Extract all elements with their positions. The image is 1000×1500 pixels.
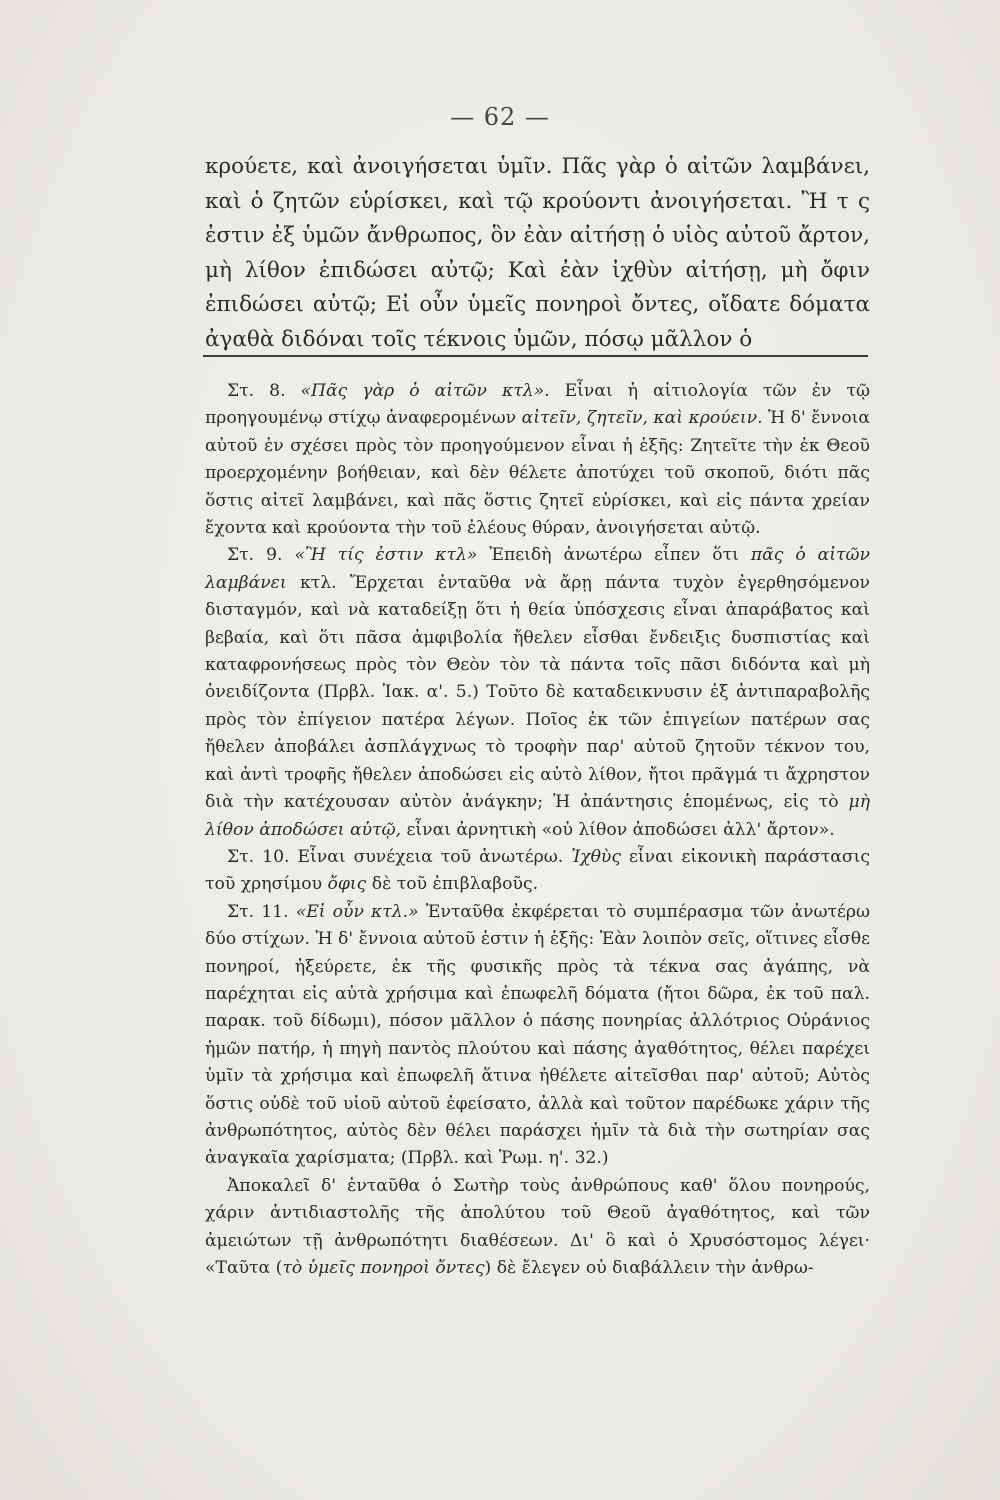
note-verse-8 xyxy=(205,378,870,542)
page-number: — 62 — xyxy=(450,103,550,131)
commentary xyxy=(205,378,870,1282)
note-text: Εἶναι συνέχεια τοῦ ἀνωτέρω. xyxy=(297,846,564,867)
note-text: εἶναι εἰκονικὴ παράστασις τοῦ χρησίμου xyxy=(205,846,870,895)
verse-quote: Ἰχθὺς xyxy=(571,846,621,867)
verse-quote: τὸ ὑμεῖς πονηροὶ ὄντες xyxy=(282,1258,485,1278)
note-final-paragraph xyxy=(205,1173,870,1283)
note-verse-11 xyxy=(205,899,870,1173)
verse-quote: αἰτεῖν, ζητεῖν, καὶ κρούειν. xyxy=(521,408,763,429)
note-text: ) δὲ ἔλεγεν οὐ διαβάλλειν τὴν ἀνθρω- xyxy=(484,1258,814,1278)
scripture-text xyxy=(205,150,870,358)
verse-quote: ὄφις xyxy=(327,874,367,895)
note-text: Ἐπειδὴ ἀνωτέρω εἶπεν ὅτι xyxy=(489,545,739,566)
note-text: Ἡ δ' ἔννοια αὐτοῦ ἐν σχέσει πρὸς τὸν προηγούμενον εἶναι ἡ ἑξῆς: Ζητεῖτε τὴν ἐκ Θεοῦ προερχομένην βοήθειαν, καὶ δὲν θέλετε ἀποτύχει τοῦ σκοποῦ, διότι πᾶς ὅστις αἰτεῖ λαμβάνει, καὶ πᾶς ὅστις ζητεῖ εὑρίσκει, καὶ εἰς πάντα χρείαν ἔχοντα καὶ κρούοντα τὴν τοῦ ἐλέους θύραν, ἀνοιγήσεται αὐτῷ. xyxy=(205,408,871,539)
verse-label: Στ. 8. xyxy=(227,381,286,401)
verse-quote: μὴ λίθον ἀποδώσει αὐτῷ, xyxy=(205,792,870,840)
verse-quote: «Εἰ οὖν κτλ.» xyxy=(295,901,419,922)
verse-label: Στ. 9. xyxy=(227,545,283,566)
note-text: εἶναι ἀρνητικὴ «οὐ λίθον ἀποδώσει ἀλλ' ἄρτον». xyxy=(406,819,835,840)
note-verse-9 xyxy=(205,542,870,843)
note-text: Εἶναι ἡ αἰτιολογία τῶν ἐν τῷ προηγουμένῳ στίχῳ ἀναφερομένων xyxy=(205,381,870,429)
note-text: κτλ. Ἔρχεται ἐνταῦθα νὰ ἄρῃ πάντα τυχὸν ἐγερθησόμενον δισταγμόν, καὶ νὰ καταδείξῃ ὅτι ἡ θεία ὑπόσχεσις εἶναι ἀπαράβατος καὶ βεβαία, καὶ ὅτι πᾶσα ἀμφιβολία ἤθελεν εἶσθαι ἔνδειξις δυσπιστίας καὶ καταφρονήσεως πρὸς τὸν Θεὸν τὸν τὰ πάντα τοῖς πᾶσι διδόντα καὶ μὴ ὀνειδίζοντα (Πρβλ. Ἰακ. α'. 5.) Τοῦτο δὲ καταδεικνυσιν ἐξ ἀντιπαραβολῆς πρὸς τὸν ἐπίγειον πατέρα λέγων. Ποῖος ἐκ τῶν ἐπιγείων πατέρων σας ἤθελεν ἀποβάλει ἀσπλάγχνως τὸ τροφὴν παρ' αὐτοῦ ζητοῦν τέκνον του, καὶ ἀντὶ τροφῆς ἤθελεν ἀποδώσει εἰς αὐτὸ λίθον, ἤτοι πρᾶγμά τι ἄχρηστον διὰ τὴν κατέχουσαν αὐτὸν ἀνάγκην; Ἡ ἀπάντησις ἑπομένως, εἰς τὸ xyxy=(205,572,870,813)
note-verse-10 xyxy=(205,844,870,899)
verse-label: Στ. 11. xyxy=(227,901,289,922)
scripture-paragraph: κρούετε, καὶ ἀνοιγήσεται ὑμῖν. Πᾶς γὰρ ὁ αἰτῶν λαμβάνει, καὶ ὁ ζητῶν εὑρίσκει, καὶ τῷ κρούοντι ἀνοιγήσεται. Ἢ τ ς ἐστιν ἐξ ὑμῶν ἄνθρωπος, ὃν ἐὰν αἰτήσῃ ὁ υἱὸς αὐτοῦ ἄρτον, μὴ λίθον ἐπιδώσει αὐτῷ; Καὶ ἐὰν ἰχθὺν αἰτήσῃ, μὴ ὄφιν ἐπιδώσει αὐτῷ; Εἰ οὖν ὑμεῖς πονηροὶ ὄντες, οἴδατε δόματα ἀγαθὰ διδόναι τοῖς τέκνοις ὑμῶν, πόσῳ μᾶλλον ὁ xyxy=(205,154,870,352)
verse-quote: «Ἢ τίς ἐστιν κτλ» xyxy=(294,545,478,566)
verse-label: Στ. 10. xyxy=(227,846,290,867)
separator-rule xyxy=(203,355,868,357)
note-text: Ἐνταῦθα ἐκφέρεται τὸ συμπέρασμα τῶν ἀνωτέρω δύο στίχων. Ἡ δ' ἔννοια αὐτοῦ ἐστιν ἡ ἑξῆς: Ἐὰν λοιπὸν σεῖς, οἵτινες εἶσθε πονηροί, ἠξεύρετε, ἐκ τῆς φυσικῆς πρὸς τὰ τέκνα σας ἀγάπης, νὰ παρέχηται εἰς αὐτὰ χρήσιμα καὶ ἐπωφελῆ δόματα (ἤτοι δῶρα, ἐκ τοῦ παλ. παρακ. τοῦ δίδωμι), πόσον μᾶλλον ὁ πάσης πονηρίας ἀλλότριος Οὐράνιος ἡμῶν πατήρ, ἡ πηγὴ παντὸς πλούτου καὶ πάσης ἀγαθότητος, θέλει παρέχει ὑμῖν τὰ χρήσιμα καὶ ἐπωφελῆ ἅτινα ἠθέλετε αἰτεῖσθαι παρ' αὐτοῦ; Αὐτὸς ὅστις οὐδὲ τοῦ υἱοῦ αὐτοῦ ἐφείσατο, ἀλλὰ καὶ τοῦτον παρέδωκε χάριν τῆς ἀνθρωπότητος, αὐτὸς δὲν θέλει παράσχει ἡμῖν τὰ διὰ τὴν σωτηρίαν σας ἀναγκαῖα χαρίσματα; (Πρβλ. καὶ Ῥωμ. η'. 32.) xyxy=(205,901,871,1169)
note-text: Ἀποκαλεῖ δ' ἐνταῦθα ὁ Σωτὴρ τοὺς ἀνθρώπους καθ' ὅλου πονηρούς, χάριν ἀντιδιαστολῆς τῆς ἀπολύτου τοῦ Θεοῦ ἀγαθότητος, καὶ τῶν ἀμειώτων τῇ ἀνθρωπότητι διαθέσεων. Δι' ὃ καὶ ὁ Χρυσόστομος λέγει· «Ταῦτα ( xyxy=(205,1175,870,1278)
verse-quote: πᾶς ὁ αἰτῶν λαμβάνει xyxy=(205,545,870,593)
note-text: δὲ τοῦ ἐπιβλαβοῦς. xyxy=(371,874,539,895)
verse-quote: «Πᾶς γὰρ ὁ αἰτῶν κτλ». xyxy=(300,381,550,401)
